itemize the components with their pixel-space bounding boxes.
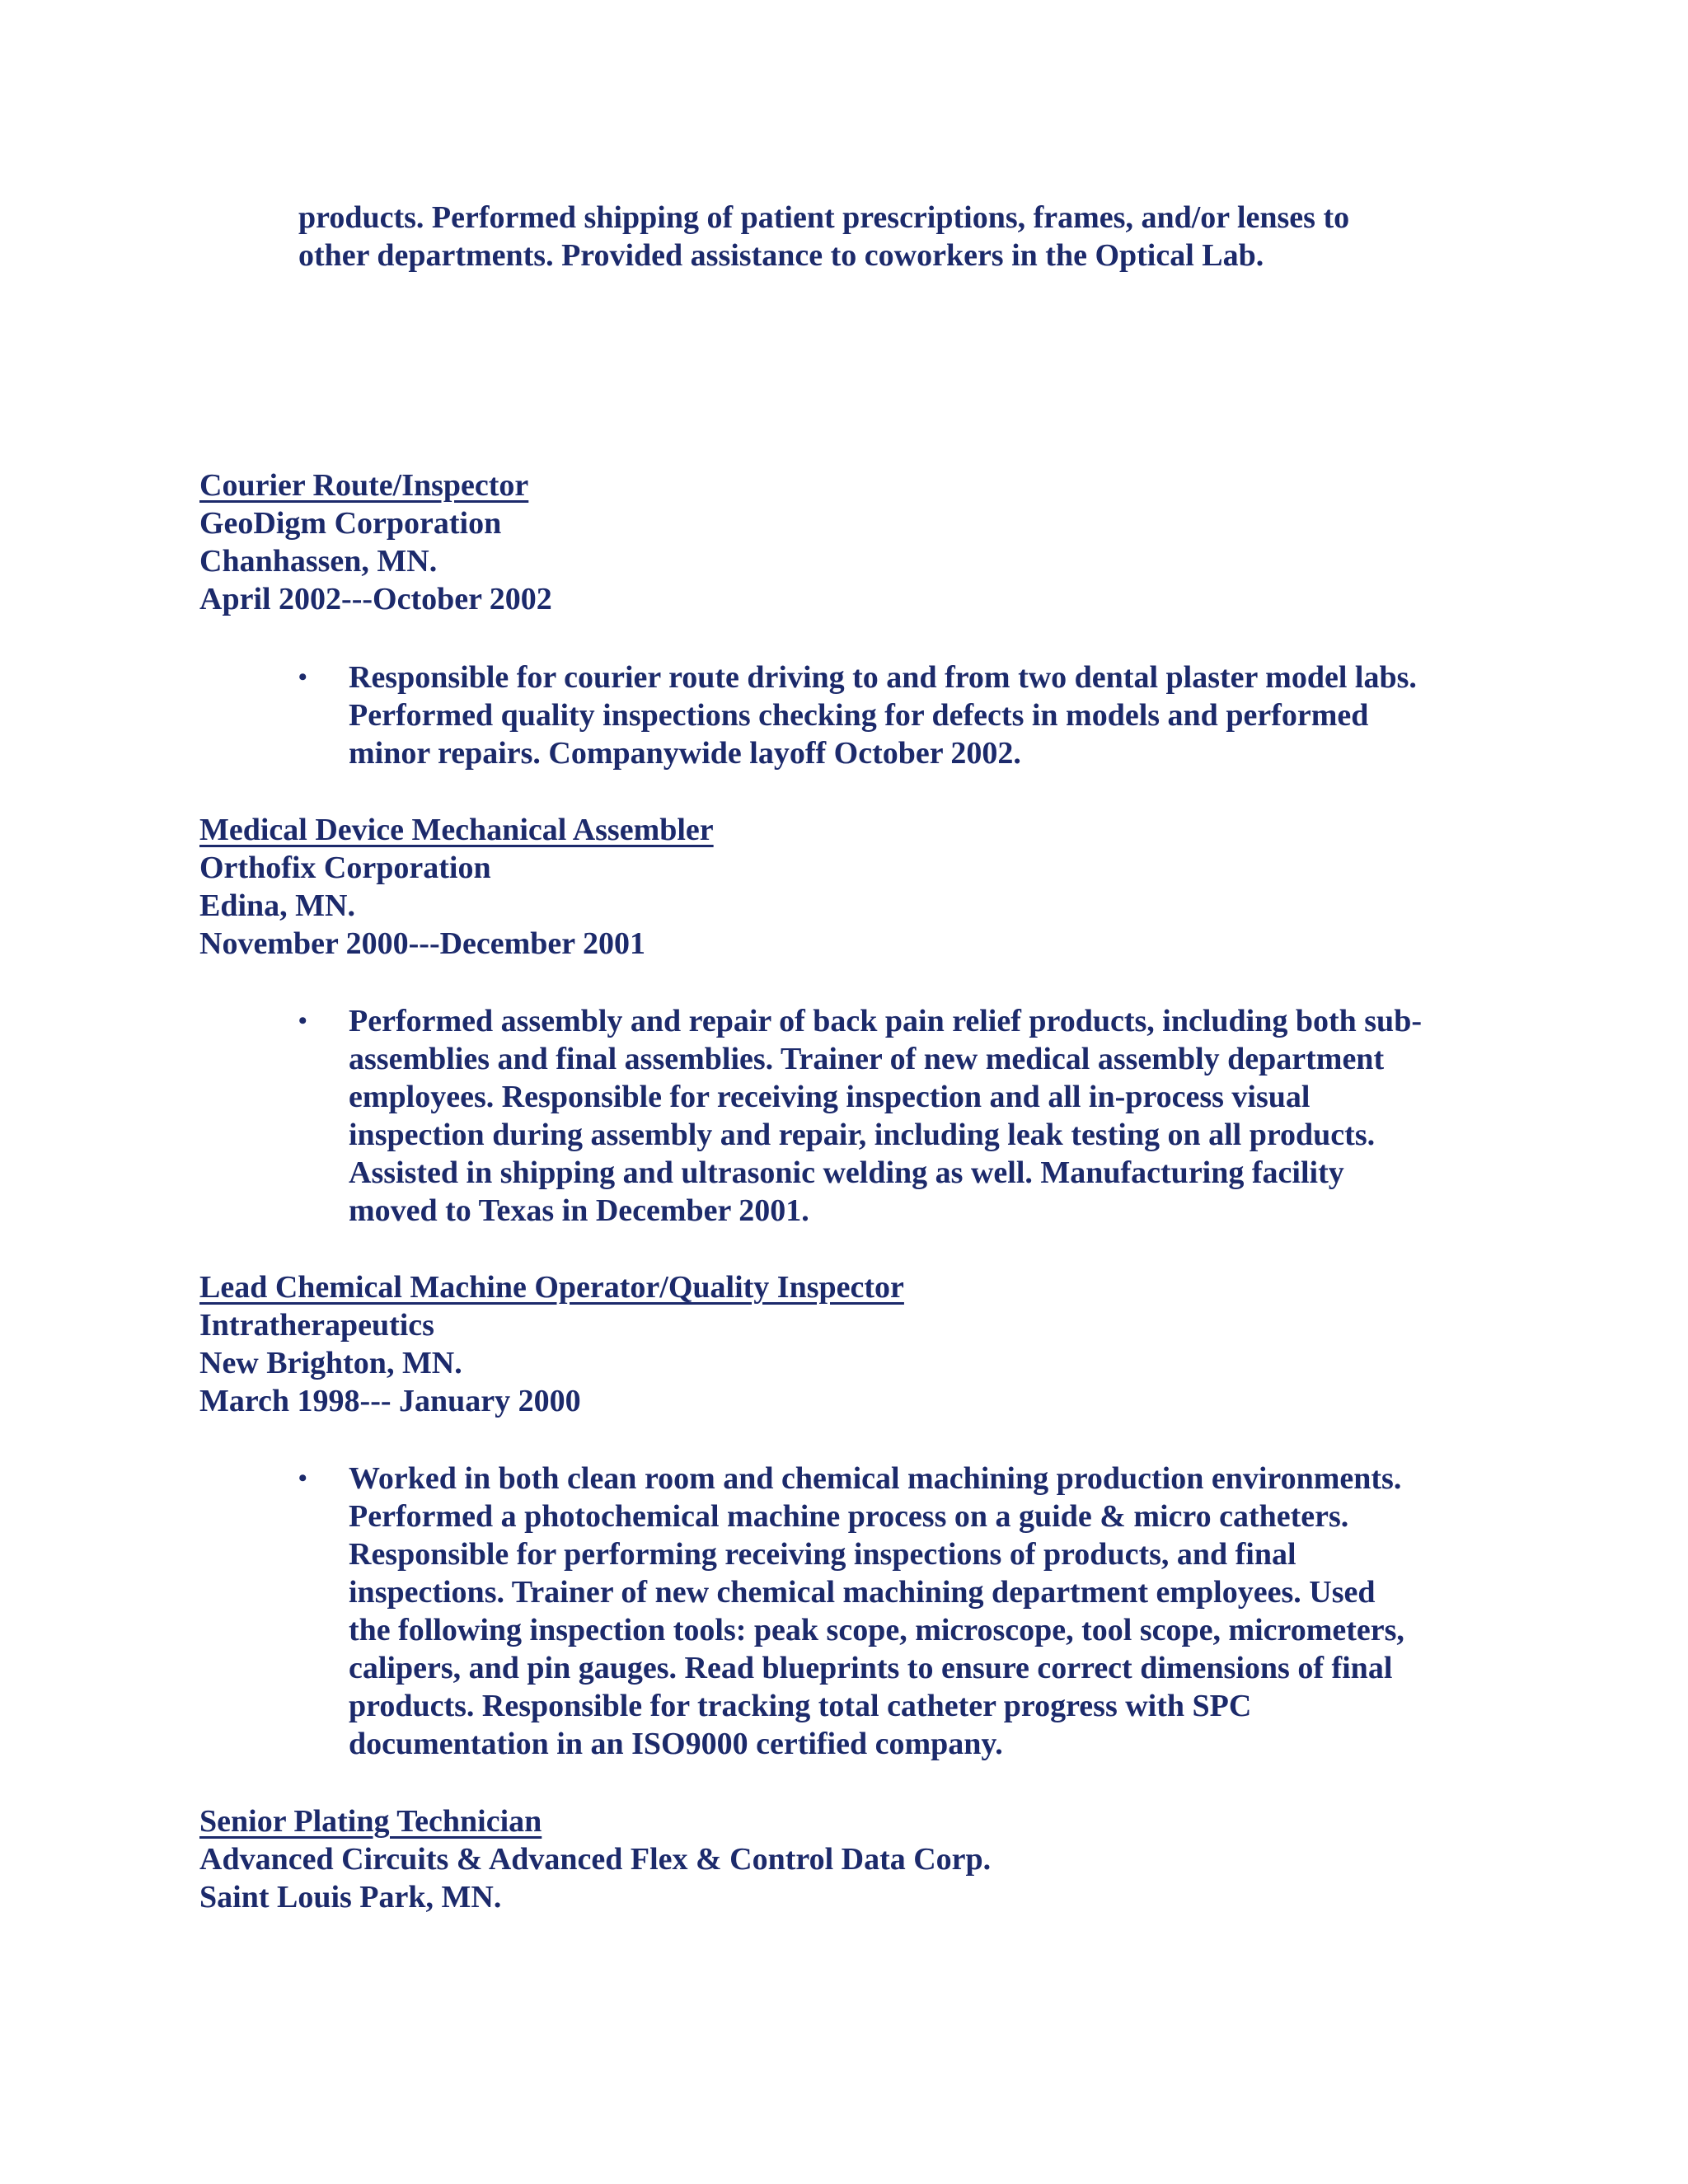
bullet-line: the following inspection tools: peak scope, microscope, tool scope, micrometers, bbox=[349, 1613, 1404, 1647]
bullet-line: documentation in an ISO9000 certified company. bbox=[349, 1727, 1003, 1761]
job-location: Saint Louis Park, MN. bbox=[199, 1880, 502, 1915]
job-company: Intratherapeutics bbox=[199, 1308, 434, 1343]
bullet-line: employees. Responsible for receiving inspection and all in-process visual bbox=[349, 1080, 1311, 1114]
continuation-line-2: other departments. Provided assistance to coworkers in the Optical Lab. bbox=[298, 238, 1264, 273]
bullet-line: inspections. Trainer of new chemical machining department employees. Used bbox=[349, 1575, 1376, 1610]
bullet-dot: • bbox=[298, 1465, 307, 1492]
bullet-dot: • bbox=[298, 1007, 307, 1034]
bullet-line: products. Responsible for tracking total catheter progress with SPC bbox=[349, 1689, 1252, 1723]
bullet-line: Worked in both clean room and chemical machining production environments. bbox=[349, 1461, 1402, 1496]
job-dates: March 1998--- January 2000 bbox=[199, 1384, 581, 1418]
job-dates: April 2002---October 2002 bbox=[199, 582, 552, 616]
job-title: Lead Chemical Machine Operator/Quality Inspector bbox=[199, 1270, 904, 1305]
bullet-line: inspection during assembly and repair, including leak testing on all products. bbox=[349, 1118, 1376, 1152]
job-company: Advanced Circuits & Advanced Flex & Control Data Corp. bbox=[199, 1842, 992, 1877]
job-title: Courier Route/Inspector bbox=[199, 468, 529, 503]
bullet-line: moved to Texas in December 2001. bbox=[349, 1193, 809, 1228]
bullet-dot: • bbox=[298, 663, 307, 691]
bullet-line: Performed quality inspections checking for defects in models and performed bbox=[349, 698, 1369, 733]
job-dates: November 2000---December 2001 bbox=[199, 926, 645, 961]
job-location: Edina, MN. bbox=[199, 888, 355, 923]
bullet-line: Assisted in shipping and ultrasonic welding as well. Manufacturing facility bbox=[349, 1155, 1344, 1190]
bullet-line: Responsible for performing receiving inspections of products, and final bbox=[349, 1537, 1296, 1572]
job-company: Orthofix Corporation bbox=[199, 851, 491, 885]
bullet-line: minor repairs. Companywide layoff October 2002. bbox=[349, 736, 1021, 771]
job-title: Senior Plating Technician bbox=[199, 1804, 542, 1839]
bullet-line: assemblies and final assemblies. Trainer of new medical assembly department bbox=[349, 1042, 1385, 1076]
bullet-line: Responsible for courier route driving to and from two dental plaster model labs. bbox=[349, 660, 1417, 695]
job-location: Chanhassen, MN. bbox=[199, 544, 438, 579]
bullet-line: calipers, and pin gauges. Read blueprints to ensure correct dimensions of final bbox=[349, 1651, 1393, 1685]
bullet-line: Performed a photochemical machine process on a guide & micro catheters. bbox=[349, 1499, 1349, 1534]
continuation-line-1: products. Performed shipping of patient prescriptions, frames, and/or lenses to bbox=[298, 200, 1350, 235]
bullet-line: Performed assembly and repair of back pain relief products, including both sub- bbox=[349, 1004, 1422, 1038]
job-company: GeoDigm Corporation bbox=[199, 506, 502, 541]
job-title: Medical Device Mechanical Assembler bbox=[199, 813, 714, 847]
job-location: New Brighton, MN. bbox=[199, 1346, 462, 1380]
